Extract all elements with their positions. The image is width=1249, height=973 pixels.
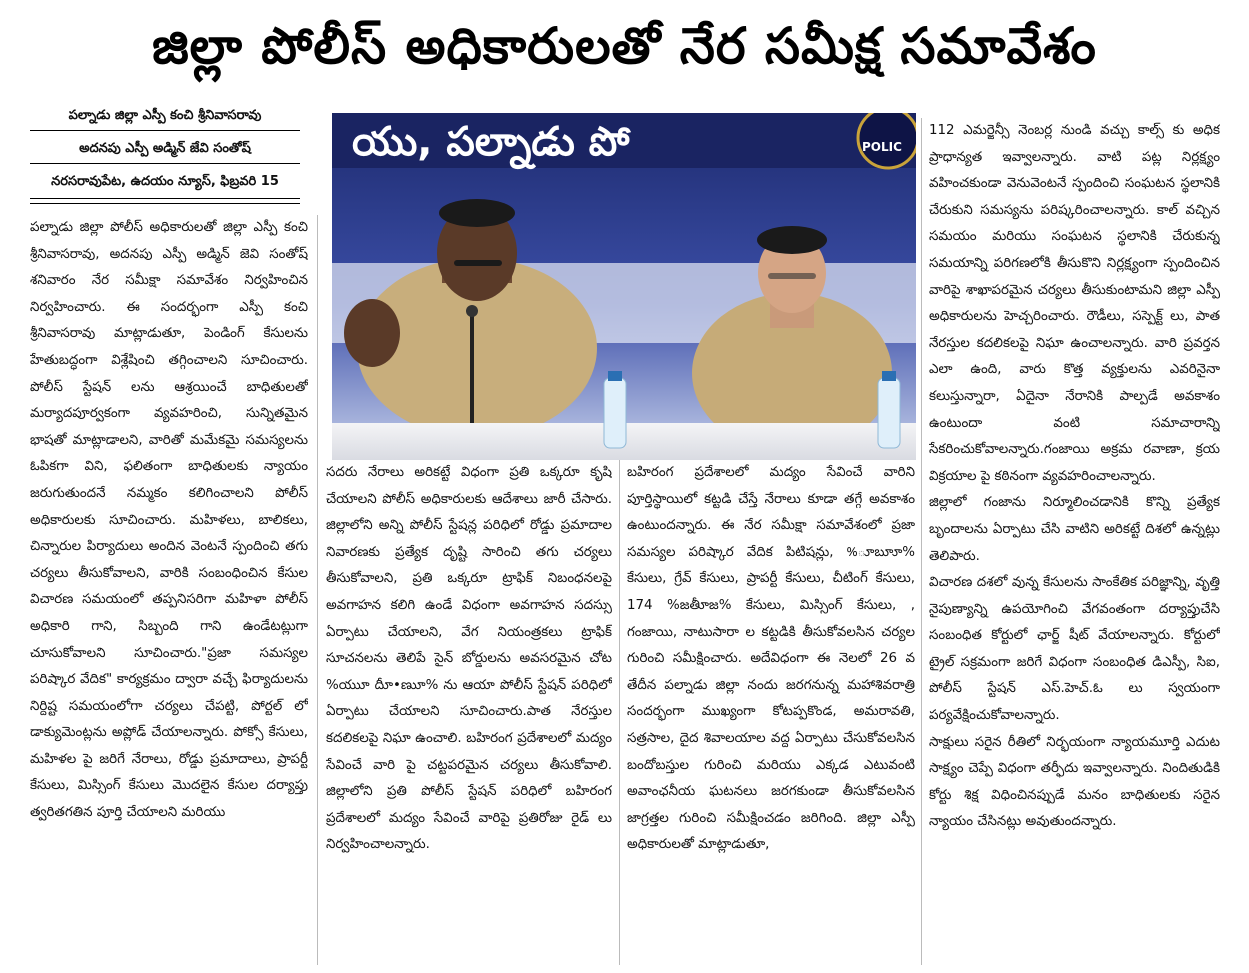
paragraph: పల్నాడు జిల్లా పోలీస్ అధికారులతో జిల్లా ఎస్పీ కంచి శ్రీనివాసరావు, అదనపు ఎస్పీ అడ్మిన్ జెవి సంతోష్ శనివారం నేర సమీక్షా సమావేశం నిర్వహించిన నిర్వహించారు. ఈ సందర్భంగా ఎస్పీ కంచి శ్రీనివాసరావు మాట్లాడుతూ, పెండింగ్ కేసులను హేతుబద్ధంగా విశ్లేషించి తగ్గించాలని సూచించారు. పోలీస్ స్టేషన్ లను ఆశ్రయించే బాధితులతో మర్యాదపూర్వకంగా వ్యవహరించి, సున్నితమైన భాషతో మాట్లాడాలని, వారితో మమేకమై సమస్యలను ఓపికగా విని, ఫలితంగా బాధితులకు న్యాయం జరుగుతుందనే నమ్మకం కలిగించాలని పోలీస్ అధికారులకు సూచించారు. మహిళలు, బాలికలు, చిన్నారుల పిర్యాదులు అందిన వెంటనే స్పందించి తగు చర్యలు తీసుకోవాలని, వారికి సంబంధించిన కేసుల విచారణ సమయంలో తప్పనిసరిగా మహిళా పోలీస్ అధికారి గాని, సిబ్బంది గాని ఉండేటట్లుగా చూసుకోవాలని సూచించారు."ప్రజా సమస్యల పరిష్కార వేదిక" కార్యక్రమం ద్వారా వచ్చే ఫిర్యాదులను నిర్దిష్ట సమయంలోగా చర్యలు చేపట్టి, పోర్టల్ లో డాక్యుమెంట్లను అప్లోడ్ చేయాలన్నారు. పోక్సో కేసులు, మహిళల పై జరిగే నేరాలు, రోడ్డు ప్రమాదాలు, ప్రాపర్టీ కేసులు, మిస్సింగ్ కేసులు మొదలైన కేసుల దర్యాప్తు త్వరితగతిన పూర్తి చేయాలని మరియు: [30, 220, 308, 821]
officer-1-hand: [344, 299, 400, 367]
byline-dateline: నరసరావుపేట, ఉదయం న్యూస్, ఫిబ్రవరి 15: [51, 174, 279, 189]
byline-sp-name: పల్నాడు జిల్లా ఎస్పీ కంచి శ్రీనివాసరావు: [68, 108, 262, 123]
byline-addl-sp-name: అదనపు ఎస్పీ అడ్మిన్ జేవి సంతోష్: [79, 141, 251, 156]
byline-divider: [30, 130, 300, 131]
microphone: [470, 313, 474, 423]
water-bottle: [604, 378, 626, 448]
paragraph: బహిరంగ ప్రదేశాలలో మద్యం సేవించే వారిని పూర్తిస్థాయిలో కట్టడి చేస్తే నేరాలు కూడా తగ్గే అవకాశం ఉంటుందన్నారు. ఈ నేర సమీక్షా సమావేశంలో ప్రజా సమస్యల పరిష్కార వేదిక పిటిషన్లు, %ూబూూ% కేసులు, గ్రేవ్ కేసులు, ప్రాపర్టీ కేసులు, చీటింగ్ కేసులు, 174 %జతీూజ% కేసులు, మిస్సింగ్ కేసులు, , గంజాయి, నాటుసారా ల కట్టడికి తీసుకోవలసిన చర్యల గురించి సమీక్షించారు. అదేవిధంగా ఈ నెలలో 26 వ తేదీన పల్నాడు జిల్లా నందు జరగనున్న మహాశివరాత్రి సందర్భంగా ముఖ్యంగా కోటప్పకొండ, అమరావతి, సత్రసాల, దైద శివాలయాల వద్ద ఏర్పాటు చేసుకోవలసిన బందోబస్తుల గురించి మరియు ఎక్కడ ఎటువంటి అవాంఛనీయ ఘటనలు జరగకుండా తీసుకోవలసిన జాగ్రత్తల గురించి సమీక్షించడం జరిగింది. జిల్లా ఎస్పీ అధికారులతో మాట్లాడుతూ,: [627, 465, 915, 853]
article-column-3: [627, 460, 915, 965]
paragraph: సదరు నేరాలు అరికట్టే విధంగా ప్రతి ఒక్కరూ కృషి చేయాలని పోలీస్ అధికారులకు ఆదేశాలు జారీ చేసారు. జిల్లాలోని అన్ని పోలీస్ స్టేషన్ల పరిధిలో రోడ్డు ప్రమాదాల నివారణకు ప్రత్యేక దృష్టి సారించి తగు చర్యలు తీసుకోవాలని, ప్రతి ఒక్కరూ ట్రాఫిక్ నిబంధనలపై అవగాహన కలిగి ఉండే విధంగా అవగాహన సదస్సు ఏర్పాటు చేయాలని, వేగ నియంత్రకలు ట్రాఫిక్ సూచనలను తెలిపే సైన్ బోర్డులను అవసరమైన చోట %యుూ దీూ•ణుూ% ను ఆయా పోలీస్ స్టేషన్ పరిధిలో ఏర్పాటు చేయాలని సూచించారు.పాత నేరస్తుల కదలికలపై నిఘా ఉంచాలి. బహిరంగ ప్రదేశాలలో మద్యం సేవించే వారి పై చట్టపరమైన చర్యలు తీసుకోవాలి. జిల్లాలోని ప్రతి పోలీస్ స్టేషన్ పరిధిలో బహిరంగ ప్రదేశాలలో మద్యం సేవించే వారిపై ప్రతిరోజు రైడ్ లు నిర్వహించాలన్నారు.: [326, 465, 612, 853]
headline: జిల్లా పోలీస్ అధికారులతో నేర సమీక్ష సమావేశం: [152, 17, 1097, 75]
meeting-photo-illustration: [332, 113, 916, 460]
paragraph: 112 ఎమర్జెన్సీ నెంబర్ల నుండి వచ్చు కాల్స్ కు అధిక ప్రాధాన్యత ఇవ్వాలన్నారు. వాటి పట్ల నిర్లక్ష్యం వహించకుండా వెనువెంటనే స్పందించి సంఘటన స్థలానికి చేరుకుని సమస్యను పరిష్కరించాలన్నారు. కాల్ వచ్చిన సమయం మరియు సంఘటన స్థలానికి చేరుకున్న సమయాన్ని పరిగణలోకి తీసుకొని నిర్లక్ష్యంగా స్పందించిన వారిపై శాఖాపరమైన చర్యలు తీసుకుంటామని జిల్లా ఎస్పీ అధికారులను హెచ్చరించారు. రౌడీలు, సస్పెక్ట్ లు, పాత నేరస్తుల కదలికలపై నిఘా ఉంచాలన్నారు. వారి ప్రవర్తన ఎలా ఉంది, వారు కొత్త వ్యక్తులను ఎవరినైనా కలుస్తున్నారా, ఏదైనా నేరానికి పాల్పడే అవకాశం ఉంటుందా వంటి సమాచారాన్ని సేకరించుకోవాలన్నారు.గంజాయి అక్రమ రవాణా, క్రయ విక్రయాల పై కఠినంగా వ్యవహరించాలన్నారు.: [929, 123, 1220, 484]
byline-divider: [30, 198, 300, 199]
byline-divider: [30, 163, 300, 164]
paragraph: విచారణ దశలో వున్న కేసులను సాంకేతిక పరిజ్ఞాన్ని, వృత్తి నైపుణ్యాన్ని ఉపయోగించి వేగవంతంగా దర్యాప్తుచేసి సంబంధిత కోర్టులో ఛార్జ్ షీట్ వేయాలన్నారు. కోర్టులో ట్రైల్ సక్రమంగా జరిగే విధంగా సంబంధిత డిఎస్పీ, సిఐ, పోలీస్ స్టేషన్ ఎస్.హెచ్.ఓ లు స్వయంగా పర్యవేక్షించుకోవాలన్నారు.: [929, 575, 1220, 724]
water-bottle: [878, 378, 900, 448]
byline-divider: [30, 203, 300, 204]
column-divider: [317, 215, 318, 965]
article-column-1: [30, 215, 308, 965]
police-logo-text: POLIC: [862, 140, 902, 154]
column-divider: [921, 118, 922, 965]
paragraph: సాక్షులు సరైన రీతిలో నిర్భయంగా న్యాయమూర్తి ఎదుట సాక్ష్యం చెప్పే విధంగా తర్ఫీదు ఇవ్వాలన్నారు. నిందితుడికి కోర్టు శిక్ష విధించినప్పుడే మనం బాధితులకు సరైన న్యాయం చేసినట్లు అవుతుందన్నారు.: [929, 734, 1220, 830]
meeting-photo: [332, 113, 916, 460]
paragraph: జిల్లాలో గంజాను నిర్మూలించడానికి కొన్ని ప్రత్యేక బృందాలను ఏర్పాటు చేసి వాటిని అరికట్టే దిశలో ఉన్నట్లు తెలిపారు.: [929, 495, 1220, 564]
column-divider: [619, 460, 620, 965]
banner-text: యు, పల్నాడు పో: [352, 119, 630, 165]
article-column-4: [929, 118, 1220, 965]
article-column-2: [326, 460, 612, 965]
